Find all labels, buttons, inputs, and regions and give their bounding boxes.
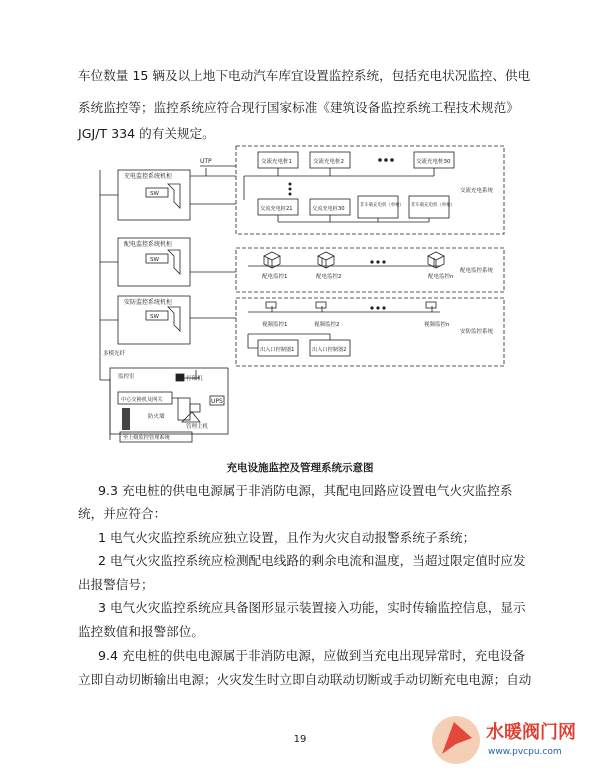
monitor-room-label: 监控室 xyxy=(118,374,135,380)
firewall-label: 防火墙 xyxy=(148,414,165,420)
s93-item-2: 2 电气火灾监控系统应检测配电线路的剩余电流和温度，当超过限定值时应发 xyxy=(98,553,526,568)
charger-21: 交流充电桩21 xyxy=(260,206,293,212)
utp-label: UTP xyxy=(200,158,212,165)
s93-cont: 统，并应符合： xyxy=(78,506,167,521)
cabinet-label-2: 配电监控系统机柜 xyxy=(124,241,173,248)
ups-label: UPS xyxy=(211,398,223,405)
s93-item-2-cont: 出报警信号； xyxy=(78,577,154,592)
cabinet-label-3: 安防监控系统机柜 xyxy=(124,299,173,306)
diagram-caption: 充电设施监控及管理系统示意图 xyxy=(226,462,374,474)
switch-label: 中心交换机及网关 xyxy=(121,397,163,403)
intro-line-2: 系统监控等；监控系统应符合现行国家标准《建筑设备监控系统工程技术规范》 xyxy=(78,100,519,115)
camera-1: 视频监控1 xyxy=(262,322,288,328)
fiber-label: 多模光纤 xyxy=(103,351,126,357)
gate-2: 出入口控制器2 xyxy=(312,347,347,353)
sw-label-1: SW xyxy=(150,191,159,197)
s93-lead: 9.3 充电桩的供电电源属于非消防电源，其配电回路应设置电气火灾监控系 xyxy=(98,483,513,498)
dc-charger-2: 非车载充电机（单枪） xyxy=(411,203,455,208)
page-number: 19 xyxy=(293,734,307,745)
charger-1: 交流充电桩1 xyxy=(261,159,292,165)
upper-system-label: 至上级监控管理系统 xyxy=(123,435,170,441)
charger-30b: 交流充电桩30 xyxy=(312,206,345,212)
group-label-1: 交流充电系统 xyxy=(460,188,494,194)
s93-item-1: 1 电气火灾监控系统应独立设置，且作为火灾自动报警系统子系统； xyxy=(98,530,476,545)
intro-line-1: 车位数量 15 辆及以上地下电动汽车库宜设置监控系统，包括充电状况监控、供电 xyxy=(78,68,531,83)
s94-cont: 立即自动切断输出电源；火灾发生时立即自动联动切断或手动切断充电电源；自动 xyxy=(78,672,532,687)
charger-30: 交流充电桩30 xyxy=(416,159,451,165)
s94-lead: 9.4 充电桩的供电电源属于非消防电源，应做到当充电出现异常时，充电设备 xyxy=(98,648,526,663)
host-label: 管理主机 xyxy=(186,424,209,430)
s93-item-3: 3 电气火灾监控系统应具备图形显示装置接入功能，实时传输监控信息，显示 xyxy=(98,600,526,615)
sw-label-3: SW xyxy=(150,314,159,320)
printer-label: 打印机 xyxy=(186,376,203,382)
cabinet-label-1: 充电监控系统机柜 xyxy=(124,173,173,180)
gate-1: 出入口控制器1 xyxy=(260,347,295,353)
camera-n: 视频监控n xyxy=(424,322,450,328)
watermark-logo xyxy=(426,708,594,772)
power-monitor-2: 配电监控2 xyxy=(316,274,342,280)
s93-item-3-cont: 监控数值和报警部位。 xyxy=(78,624,204,639)
watermark-url: www.pvcpu.com xyxy=(488,747,562,757)
charger-2: 交流充电桩2 xyxy=(313,159,344,165)
sw-label-2: SW xyxy=(150,257,159,263)
watermark-title: 水暖阀门网 xyxy=(486,722,576,743)
intro-line-3: JGJ/T 334 的有关规定。 xyxy=(78,126,215,141)
group-label-2: 配电监控系统 xyxy=(460,268,494,274)
power-monitor-1: 配电监控1 xyxy=(262,274,288,280)
camera-2: 视频监控2 xyxy=(314,322,340,328)
power-monitor-n: 配电监控n xyxy=(428,274,454,280)
group-label-3: 安防监控系统 xyxy=(460,329,494,335)
dc-charger-1: 非车载充电机（单枪） xyxy=(360,203,404,208)
